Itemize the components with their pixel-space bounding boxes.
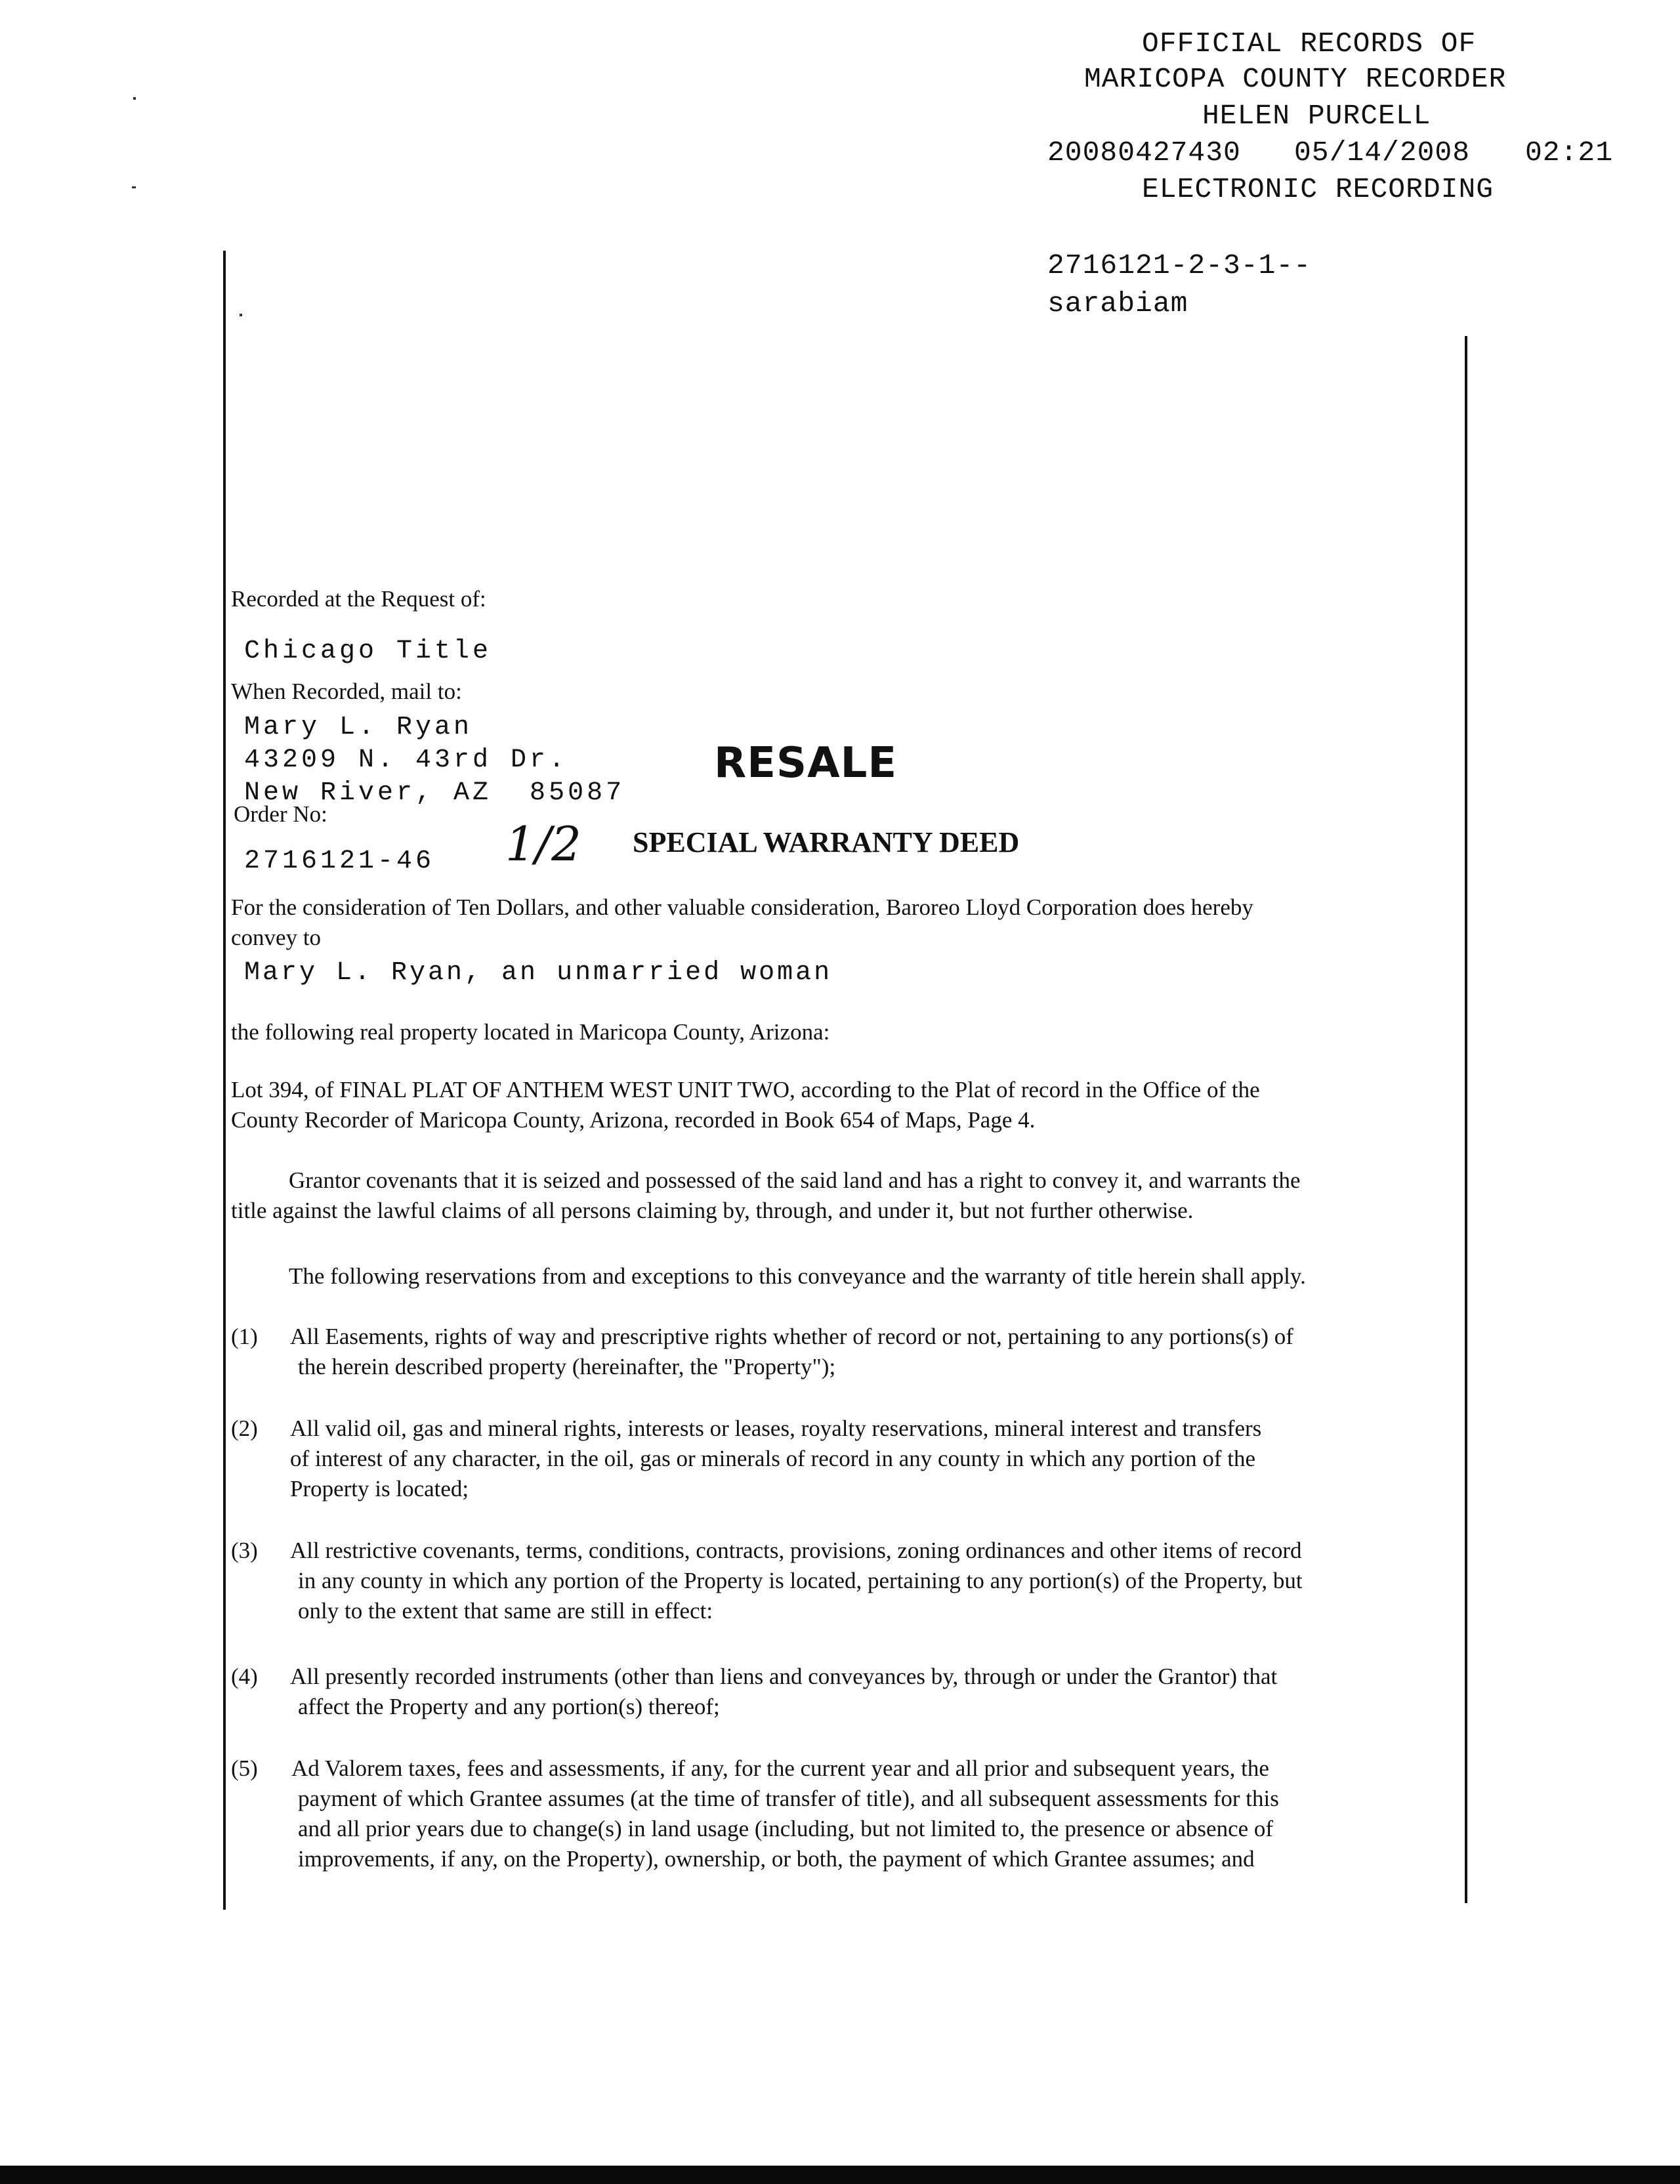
exception-line: only to the extent that same are still in effect: bbox=[298, 1598, 713, 1624]
order-number: 2716121-46 bbox=[244, 847, 435, 876]
recording-time: 02:21 bbox=[1525, 136, 1614, 169]
exception-line: in any county in which any portion of the Property is located, pertaining to any portion(s) of the Property, but bbox=[298, 1568, 1303, 1593]
consideration-line-1: For the consideration of Ten Dollars, and other valuable consideration, Baroreo Lloyd Corporation does hereby bbox=[231, 894, 1253, 920]
covenant-line-1: Grantor covenants that it is seized and possessed of the said land and has a right to convey it, and warrants the bbox=[289, 1167, 1301, 1193]
recorder-line-1: OFFICIAL RECORDS OF bbox=[1142, 28, 1477, 60]
grantee: Mary L. Ryan, an unmarried woman bbox=[244, 958, 833, 988]
exception-item bbox=[231, 1754, 1279, 1874]
scan-speck bbox=[132, 186, 136, 188]
mail-label: When Recorded, mail to: bbox=[231, 679, 462, 704]
right-border-line bbox=[1465, 336, 1467, 1903]
mail-name: Mary L. Ryan bbox=[244, 713, 473, 742]
recorder-line-2: MARICOPA COUNTY RECORDER bbox=[1084, 63, 1507, 95]
exception-line: All valid oil, gas and mineral rights, interests or leases, royalty reservations, mineral interest and transfers bbox=[290, 1416, 1262, 1441]
exception-item bbox=[231, 1322, 1293, 1382]
legal-description-line-1: Lot 394, of FINAL PLAT OF ANTHEM WEST UNIT TWO, according to the Plat of record in the Office of the bbox=[231, 1077, 1260, 1102]
exception-line: of interest of any character, in the oil, gas or minerals of record in any county in which any portion of the bbox=[290, 1446, 1256, 1471]
exception-number: (4) bbox=[231, 1664, 258, 1689]
property-intro: the following real property located in Maricopa County, Arizona: bbox=[231, 1019, 830, 1045]
exception-line: payment of which Grantee assumes (at the time of transfer of title), and all subsequent assessments for this bbox=[298, 1786, 1279, 1811]
exception-item bbox=[231, 1662, 1277, 1722]
recorder-line-3: HELEN PURCELL bbox=[1202, 100, 1431, 132]
request-label: Recorded at the Request of: bbox=[231, 586, 486, 612]
exception-line: the herein described property (hereinafter, the "Property"); bbox=[298, 1354, 836, 1379]
mail-city: New River, AZ 85087 bbox=[244, 778, 625, 808]
resale-stamp: RESALE bbox=[714, 739, 898, 788]
exception-line: All presently recorded instruments (other than liens and conveyances by, through or under the Grantor) that bbox=[290, 1664, 1278, 1689]
mail-street: 43209 N. 43rd Dr. bbox=[244, 746, 568, 775]
recording-reference: 2716121-2-3-1-- bbox=[1047, 249, 1312, 282]
exception-line: Property is located; bbox=[290, 1476, 469, 1502]
request-value: Chicago Title bbox=[244, 637, 492, 666]
exception-line: and all prior years due to change(s) in land usage (including, but not limited to, the presence or absence of bbox=[298, 1816, 1274, 1841]
deed-title: SPECIAL WARRANTY DEED bbox=[633, 826, 1020, 858]
scan-speck bbox=[133, 97, 136, 100]
exception-line: Ad Valorem taxes, fees and assessments, if any, for the current year and all prior and subsequent years, the bbox=[291, 1755, 1269, 1781]
covenant-line-2: title against the lawful claims of all persons claiming by, through, and under it, but not further otherwise. bbox=[231, 1198, 1194, 1223]
exception-number: (1) bbox=[231, 1324, 258, 1349]
exception-line: improvements, if any, on the Property), ownership, or both, the payment of which Grantee assumes; and bbox=[298, 1846, 1255, 1872]
exception-line: All Easements, rights of way and prescriptive rights whether of record or not, pertaining to any portions(s) of bbox=[290, 1324, 1293, 1349]
reservations-intro: The following reservations from and exceptions to this conveyance and the warranty of title herein shall apply. bbox=[289, 1263, 1306, 1289]
exception-number: (5) bbox=[231, 1755, 258, 1781]
handwritten-fraction: 1/2 bbox=[505, 816, 581, 872]
recorder-line-5: ELECTRONIC RECORDING bbox=[1142, 173, 1494, 205]
exception-number: (3) bbox=[231, 1538, 258, 1563]
legal-description-line-2: County Recorder of Maricopa County, Arizona, recorded in Book 654 of Maps, Page 4. bbox=[231, 1107, 1036, 1133]
recording-user: sarabiam bbox=[1047, 287, 1188, 320]
exception-item bbox=[231, 1414, 1261, 1504]
scan-bottom-edge bbox=[0, 2166, 1680, 2184]
recording-date: 05/14/2008 bbox=[1294, 136, 1471, 169]
exception-item bbox=[231, 1536, 1303, 1626]
recording-number: 20080427430 bbox=[1047, 136, 1241, 169]
consideration-line-2: convey to bbox=[231, 925, 322, 950]
exception-line: affect the Property and any portion(s) thereof; bbox=[298, 1694, 720, 1719]
scan-speck bbox=[240, 314, 242, 316]
left-border-line bbox=[223, 251, 226, 1910]
exception-number: (2) bbox=[231, 1416, 258, 1441]
order-label: Order No: bbox=[234, 801, 327, 827]
exception-line: All restrictive covenants, terms, conditions, contracts, provisions, zoning ordinances and other items of record bbox=[290, 1538, 1302, 1563]
